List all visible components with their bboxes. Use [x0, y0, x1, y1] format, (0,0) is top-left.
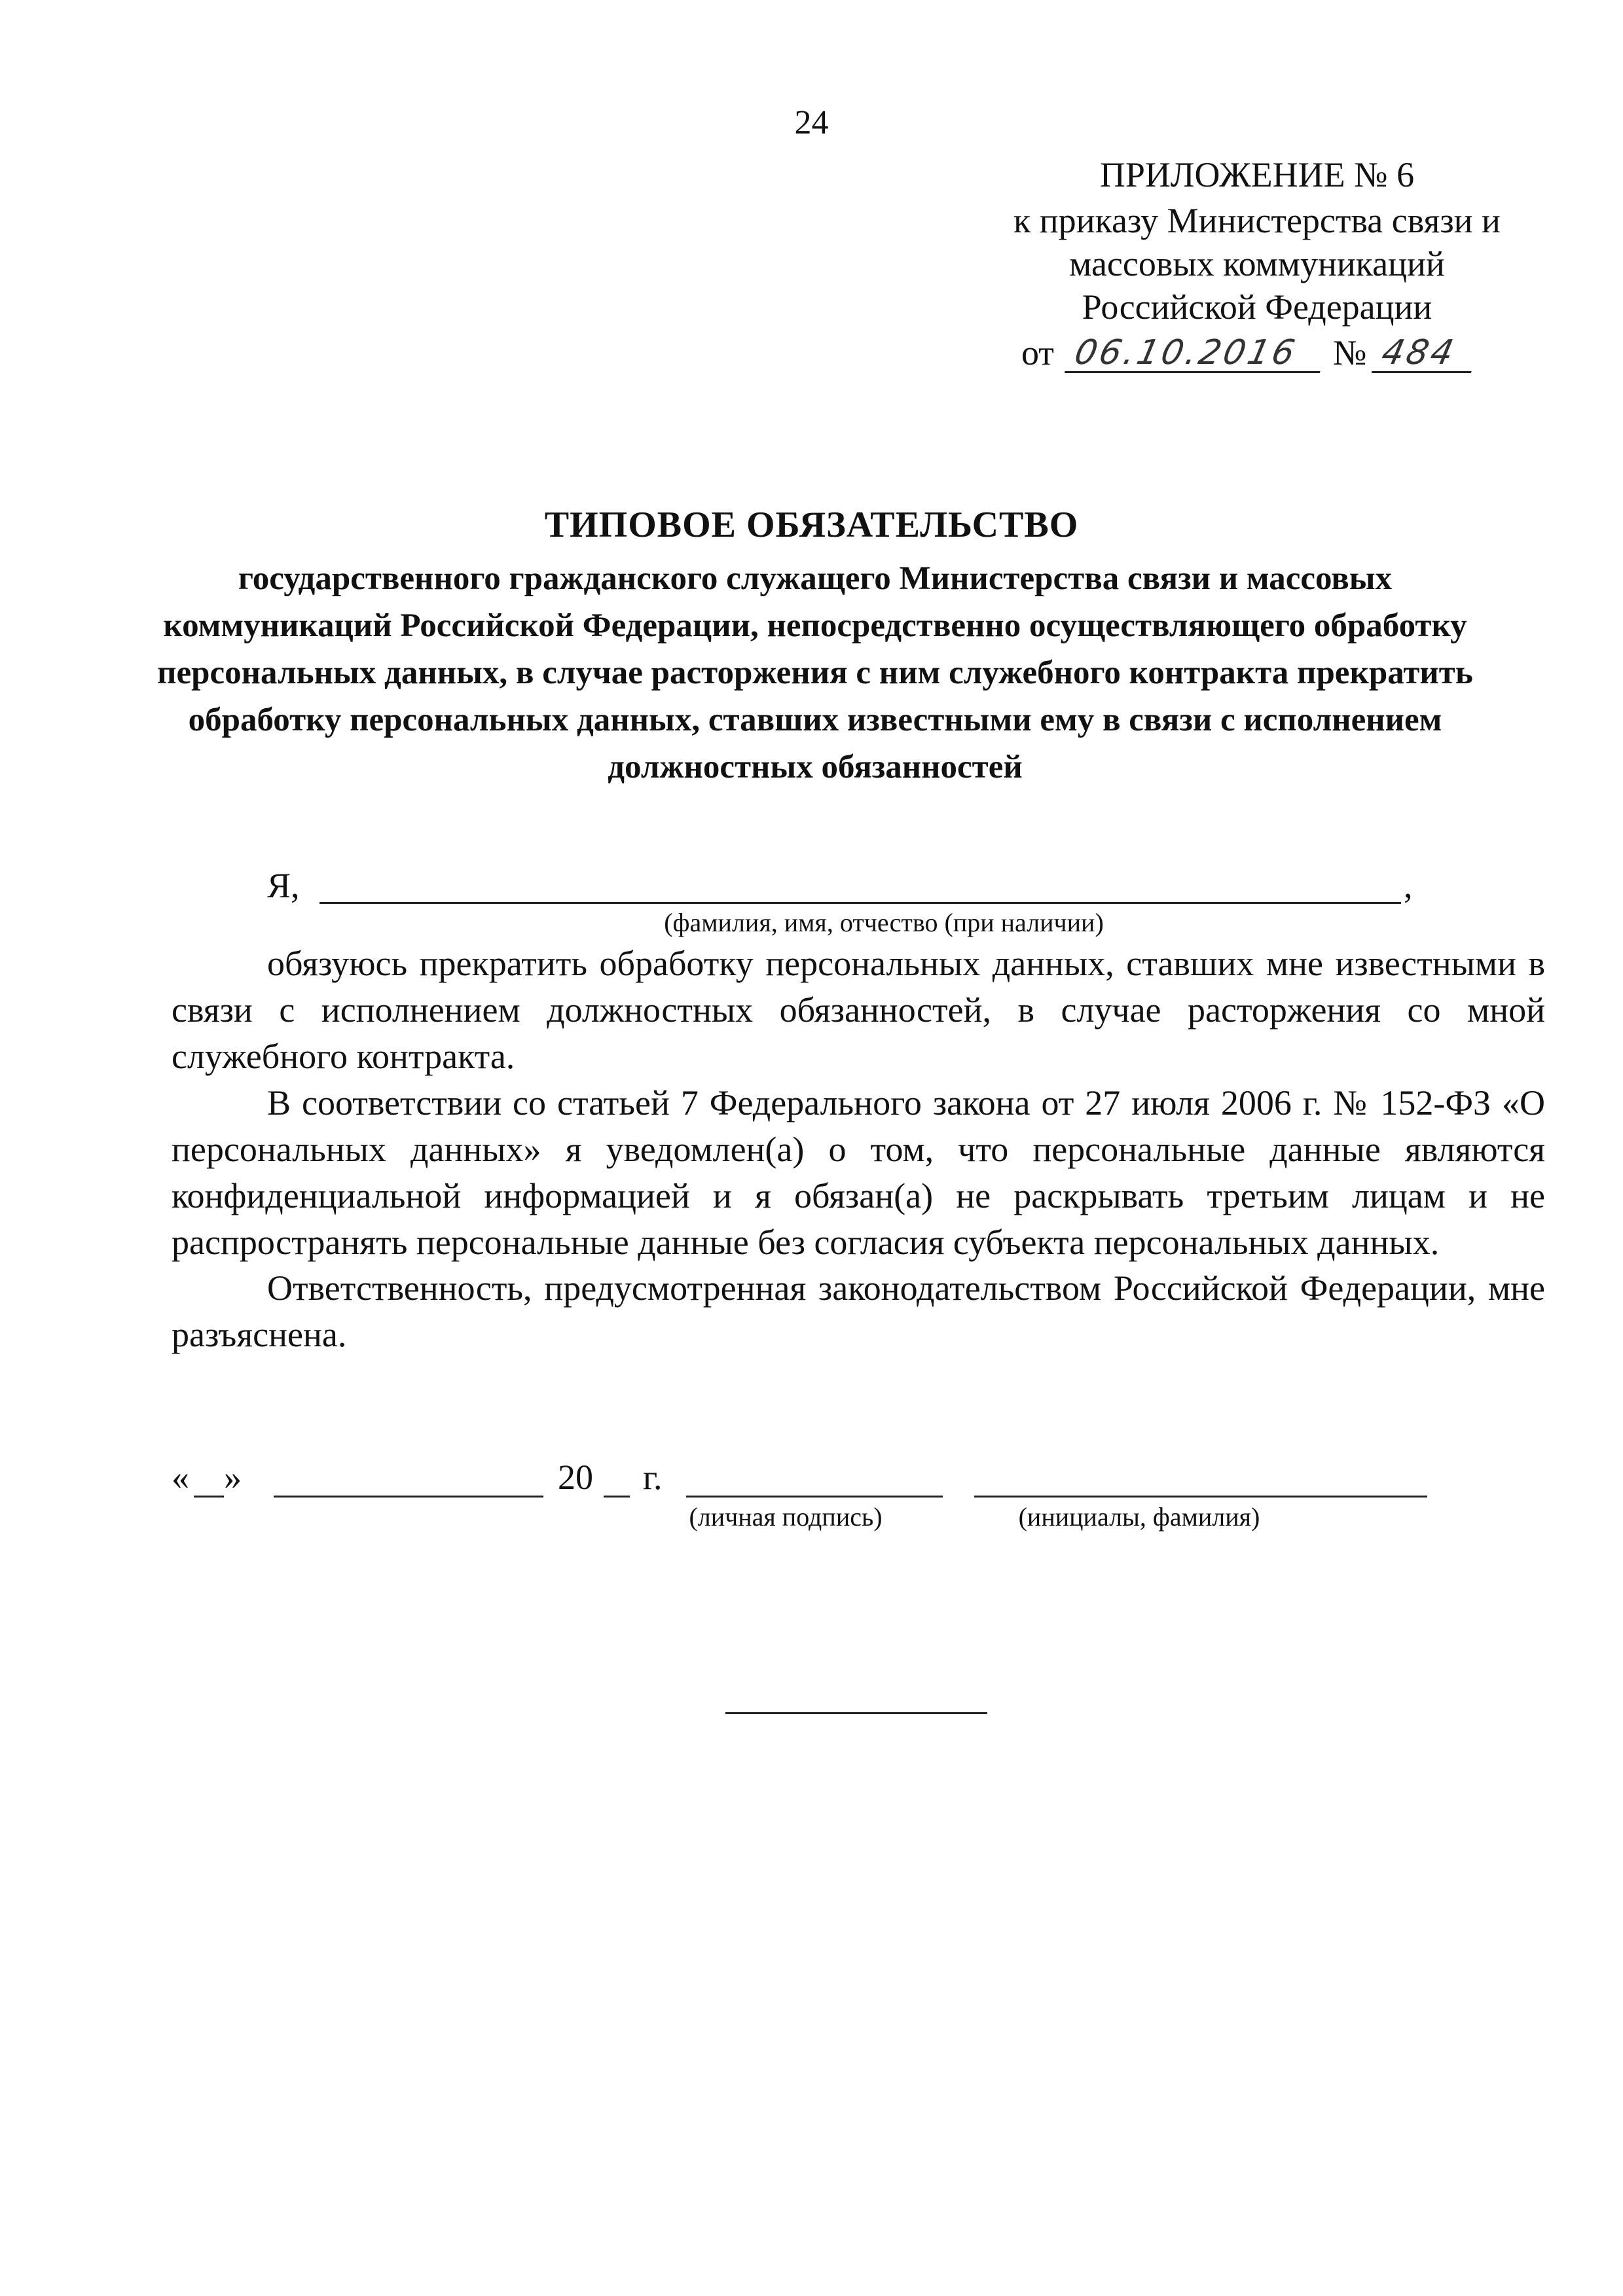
- appendix-title: ПРИЛОЖЕНИЕ № 6: [1099, 155, 1415, 194]
- appendix-line-2: массовых коммуникаций: [1069, 244, 1445, 283]
- order-number-handwritten: 484: [1372, 336, 1479, 373]
- initials-surname-line[interactable]: [974, 1496, 1427, 1498]
- order-from-label: от: [1021, 333, 1054, 372]
- year-prefix: 20: [558, 1458, 593, 1497]
- order-number-label: №: [1332, 333, 1367, 372]
- order-date-handwritten: 06.10.2016: [1065, 336, 1328, 373]
- initials-surname-caption: (инициалы, фамилия): [1018, 1502, 1260, 1532]
- year-line[interactable]: [604, 1496, 630, 1498]
- day-line[interactable]: [194, 1496, 224, 1498]
- date-quote-open: «: [172, 1458, 189, 1497]
- paragraph-3: Ответственность, предусмотренная законодательством Российской Федерации, мне разъяснена.: [172, 1268, 1545, 1354]
- signature-line[interactable]: [686, 1496, 943, 1498]
- full-name-caption: (фамилия, имя, отчество (при наличии): [664, 908, 1104, 937]
- date-quote-close: »: [224, 1458, 242, 1497]
- appendix-line-3: Российской Федерации: [1082, 287, 1432, 327]
- year-suffix: г.: [643, 1458, 663, 1497]
- appendix-line-1: к приказу Министерства связи и: [1013, 201, 1501, 240]
- closing-separator-line: [725, 1712, 987, 1714]
- paragraph-1: обязуюсь прекратить обработку персональных данных, ставших мне известными в связи с исполнением должностных обязанностей, в случае расторжения со мной служебного контракта.: [172, 944, 1545, 1076]
- i-label: Я,: [267, 866, 300, 905]
- paragraph-2: В соответствии со статьей 7 Федерального закона от 27 июля 2006 г. № 152-ФЗ «О персональных данных» я уведомлен(а) о том, что персональные данные являются конфиденциальной информацией и я обязан(а) не раскрывать третьим лицам и не распространять персональные данные без согласия субъекта персональных данных.: [172, 1083, 1545, 1262]
- signature-caption: (личная подпись): [689, 1502, 883, 1532]
- document-subtitle: государственного гражданского служащего Министерства связи и массовых коммуникаций Российской Федерации, непосредственно осуществляющего обработку персональных данных, в случае расторжения с ним служебного контракта прекратить обработку персональных данных, ставших известными ему в связи с исполнением должностных обязанностей: [157, 560, 1473, 785]
- document-title: ТИПОВОЕ ОБЯЗАТЕЛЬСТВО: [544, 505, 1079, 545]
- full-name-line[interactable]: [319, 902, 1401, 904]
- month-line[interactable]: [274, 1496, 543, 1498]
- page-number: 24: [794, 104, 829, 141]
- name-line-comma: ,: [1404, 866, 1413, 905]
- order-reference: [1021, 332, 1475, 373]
